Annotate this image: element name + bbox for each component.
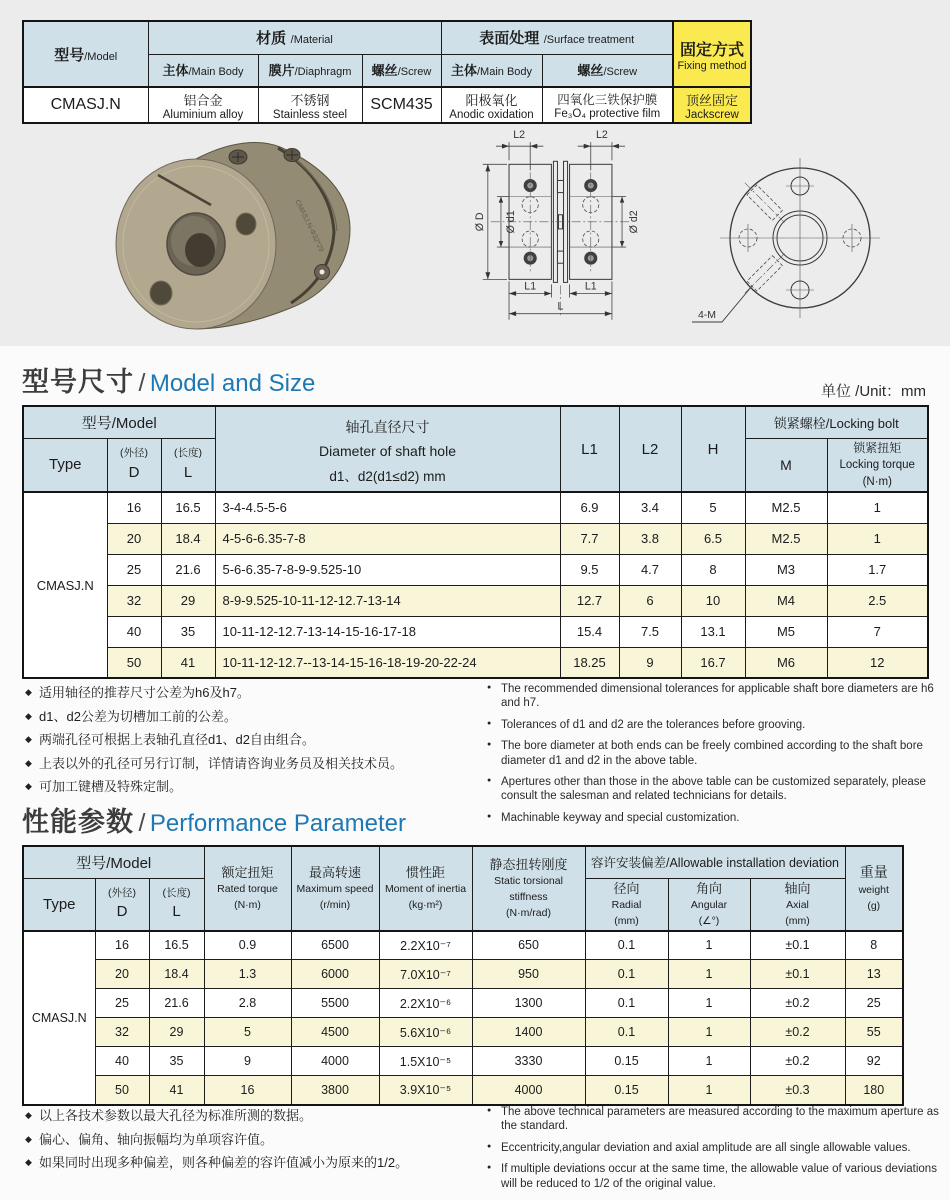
cell-l: 18.4 — [149, 960, 204, 989]
note-item: ● The bore diameter at both ends can be freely combined according to the shaft bore diameter d1 and d2 in the above table. — [487, 740, 923, 767]
dim-label-l1-left: L1 — [524, 280, 537, 293]
cell-torque: 2.5 — [827, 585, 928, 616]
cell-torque: 1 — [827, 492, 928, 523]
cell-speed: 5500 — [291, 989, 379, 1018]
spec-header-main-body: 主体/Main Body — [148, 54, 258, 87]
cell-holes: 3-4-4.5-5-6 — [215, 492, 560, 523]
cell-weight: 13 — [845, 960, 903, 989]
cell-h: 16.7 — [681, 647, 745, 678]
cell-l: 18.4 — [161, 523, 215, 554]
cell-axial: ±0.3 — [750, 1076, 845, 1105]
spec-diaphragm-value: 不锈钢 Stainless steel — [258, 87, 362, 123]
cell-torque: 1.3 — [204, 960, 291, 989]
cell-l1: 15.4 — [560, 616, 619, 647]
note-item: ◆ 适用轴径的推荐尺寸公差为h6及h7。 — [25, 685, 250, 700]
cell-weight: 55 — [845, 1018, 903, 1047]
cell-axial: ±0.2 — [750, 1018, 845, 1047]
spec-surface-main-value: 阳极氧化 Anodic oxidation — [441, 87, 542, 123]
note-item: ● Apertures other than those in the above table can be customized separately, please consult the salesman and related technicians for details. — [487, 775, 926, 803]
cell-speed: 4000 — [291, 1047, 379, 1076]
dim-label-dia-d2: Ø d2 — [628, 210, 641, 234]
cell-radial: 0.1 — [585, 931, 668, 960]
spec-fixing-value: 顶丝固定 Jackscrew — [673, 87, 751, 123]
cell-stiffness: 1400 — [472, 1018, 585, 1047]
perf-header-model-group: 型号/Model — [23, 846, 204, 878]
cell-l2: 3.8 — [619, 523, 681, 554]
cell-l: 41 — [161, 647, 215, 678]
cell-holes: 10-11-12-12.7--13-14-15-16-18-19-20-22-24 — [215, 647, 560, 678]
cell-l2: 6 — [619, 585, 681, 616]
note-item: ◆ d1、d2公差为切槽加工前的公差。 — [25, 708, 237, 724]
cell-torque: 7 — [827, 616, 928, 647]
cell-axial: ±0.2 — [750, 1047, 845, 1076]
cell-stiffness: 4000 — [472, 1076, 585, 1105]
cell-l1: 6.9 — [560, 492, 619, 523]
spec-main-body-value: 铝合金 Aluminium alloy — [148, 87, 258, 123]
cell-l: 16.5 — [161, 492, 215, 523]
cell-inertia: 5.6X10⁻⁶ — [379, 1018, 472, 1047]
cell-l1: 12.7 — [560, 585, 619, 616]
cell-torque: 5 — [204, 1018, 291, 1047]
cell-d: 25 — [95, 989, 149, 1018]
cell-speed: 6000 — [291, 960, 379, 989]
spec-screw-value: SCM435 — [362, 87, 441, 123]
cell-l2: 3.4 — [619, 492, 681, 523]
bullet-diamond-icon: ◆ — [25, 1133, 32, 1144]
perf-header-weight: 重量 weight (g) — [845, 846, 903, 931]
cell-stiffness: 3330 — [472, 1047, 585, 1076]
cell-m: M2.5 — [745, 492, 827, 523]
cell-weight: 8 — [845, 931, 903, 960]
bullet-dot-icon: ● — [487, 1142, 492, 1150]
size-row — [23, 492, 928, 523]
bullet-diamond-icon: ◆ — [25, 687, 32, 697]
side-section-drawing — [438, 128, 686, 350]
perf-header-d: (外径) D — [95, 878, 149, 931]
perf-model-cell: CMASJ.N — [23, 931, 95, 1105]
perf-header-stiffness: 静态扭转刚度 Static torsional stiffness (N·m/rad) — [472, 846, 585, 931]
bullet-diamond-icon: ◆ — [25, 781, 32, 792]
cell-l: 29 — [149, 1018, 204, 1047]
cell-h: 5 — [681, 492, 745, 523]
cell-m: M5 — [745, 616, 827, 647]
bullet-diamond-icon: ◆ — [25, 757, 32, 768]
perf-header-inertia: 惯性距 Moment of inertia (kg·m²) — [379, 846, 472, 931]
size-header-d: (外径) D — [107, 438, 161, 492]
cell-l: 21.6 — [161, 554, 215, 585]
bolt-callout-label: 4-M — [697, 309, 717, 321]
dim-label-l2-right: L2 — [595, 129, 608, 142]
cell-d: 16 — [107, 492, 161, 523]
bullet-dot-icon: ● — [487, 1107, 492, 1114]
cell-radial: 0.1 — [585, 1018, 668, 1047]
size-section-title: 型号尺寸 / Model and Size — [22, 367, 316, 397]
cell-l2: 7.5 — [619, 616, 681, 647]
product-photo — [108, 133, 358, 348]
cell-radial: 0.1 — [585, 989, 668, 1018]
cell-torque: 1.7 — [827, 554, 928, 585]
bullet-diamond-icon: ◆ — [25, 1110, 32, 1120]
cell-torque: 0.9 — [204, 931, 291, 960]
cell-holes: 5-6-6.35-7-8-9-9.525-10 — [215, 554, 560, 585]
cell-l1: 9.5 — [560, 554, 619, 585]
perf-row — [23, 989, 903, 1018]
note-item: ● Eccentricity,angular deviation and axial amplitude are all single allowable values. — [487, 1141, 911, 1154]
cell-stiffness: 950 — [472, 960, 585, 989]
perf-header-deviation-group: 容许安装偏差/Allowable installation deviation — [585, 846, 845, 878]
size-header-h: H — [681, 406, 745, 492]
cell-d: 40 — [107, 616, 161, 647]
cell-stiffness: 1300 — [472, 989, 585, 1018]
size-header-model-group: 型号/Model — [23, 406, 215, 438]
material-spec-table — [22, 20, 752, 124]
size-row — [23, 585, 928, 616]
cell-m: M4 — [745, 585, 827, 616]
bullet-dot-icon: ● — [487, 776, 492, 784]
cell-d: 20 — [95, 960, 149, 989]
perf-header-angular: 角向 Angular (∠°) — [668, 878, 750, 931]
spec-header-surface-main: 主体/Main Body — [441, 54, 542, 87]
perf-header-radial: 径向 Radial (mm) — [585, 878, 668, 931]
spec-header-diaphragm: 膜片/Diaphragm — [258, 54, 362, 87]
size-row — [23, 616, 928, 647]
spec-header-surface-screw: 螺丝/Screw — [542, 54, 673, 87]
cell-torque: 1 — [827, 523, 928, 554]
cell-speed: 3800 — [291, 1076, 379, 1105]
size-header-locking-group: 锁紧螺栓/Locking bolt — [745, 406, 928, 438]
cell-inertia: 2.2X10⁻⁷ — [379, 931, 472, 960]
size-header-l1: L1 — [560, 406, 619, 492]
cell-d: 50 — [107, 647, 161, 678]
note-item: ● The recommended dimensional tolerances for applicable shaft bore diameters are h6 and h7. — [487, 683, 934, 710]
cell-l: 41 — [149, 1076, 204, 1105]
bullet-dot-icon: ● — [487, 719, 492, 727]
cell-d: 16 — [95, 931, 149, 960]
cell-stiffness: 650 — [472, 931, 585, 960]
performance-notes-en — [487, 1105, 942, 1198]
cell-inertia: 2.2X10⁻⁶ — [379, 989, 472, 1018]
cell-torque: 16 — [204, 1076, 291, 1105]
bullet-diamond-icon: ◆ — [25, 1157, 32, 1168]
cell-holes: 4-5-6-6.35-7-8 — [215, 523, 560, 554]
product-engraving: CMASJ.N-Φ32*29 — [293, 198, 325, 254]
cell-torque: 2.8 — [204, 989, 291, 1018]
dim-label-l1-right: L1 — [584, 280, 597, 293]
spec-model-value: CMASJ.N — [23, 87, 148, 123]
cell-speed: 6500 — [291, 931, 379, 960]
note-item: ◆ 偏心、偏角、轴向振幅均为单项容许值。 — [25, 1131, 274, 1147]
dim-label-l2-left: L2 — [513, 129, 526, 142]
size-row — [23, 647, 928, 678]
spec-header-surface: 表面处理 /Surface treatment — [441, 21, 673, 54]
spec-header-model: 型号/Model — [23, 21, 148, 87]
spec-header-fixing: 固定方式 Fixing method — [673, 21, 751, 87]
cell-d: 50 — [95, 1076, 149, 1105]
cell-l1: 7.7 — [560, 523, 619, 554]
cell-speed: 4500 — [291, 1018, 379, 1047]
cell-torque: 12 — [827, 647, 928, 678]
cell-inertia: 1.5X10⁻⁵ — [379, 1047, 472, 1076]
size-header-torque: 锁紧扭矩 Locking torque (N·m) — [827, 438, 928, 492]
cell-l2: 9 — [619, 647, 681, 678]
cell-angular: 1 — [668, 1047, 750, 1076]
size-header-type: Type — [23, 438, 107, 492]
cell-d: 40 — [95, 1047, 149, 1076]
cell-weight: 25 — [845, 989, 903, 1018]
cell-h: 6.5 — [681, 523, 745, 554]
perf-header-l: (长度) L — [149, 878, 204, 931]
perf-row — [23, 931, 903, 960]
cell-d: 20 — [107, 523, 161, 554]
size-model-cell: CMASJ.N — [23, 492, 107, 678]
cell-m: M3 — [745, 554, 827, 585]
note-item: ● If multiple deviations occur at the same time, the allowable value of various deviations will be reduced to 1/2 of the original value. — [487, 1163, 937, 1190]
size-row — [23, 554, 928, 585]
cell-radial: 0.1 — [585, 960, 668, 989]
cell-l2: 4.7 — [619, 554, 681, 585]
size-notes-en — [487, 682, 937, 832]
cell-axial: ±0.1 — [750, 931, 845, 960]
cell-radial: 0.15 — [585, 1076, 668, 1105]
size-row — [23, 523, 928, 554]
note-item: ◆ 可加工键槽及特殊定制。 — [25, 779, 183, 795]
note-item: ◆ 上表以外的孔径可另行订制，详情请咨询业务员及相关技术员。 — [25, 755, 404, 771]
cell-radial: 0.15 — [585, 1047, 668, 1076]
note-item: ◆ 以上各技术参数以最大孔径为标准所测的数据。 — [25, 1108, 313, 1123]
cell-h: 10 — [681, 585, 745, 616]
cell-d: 25 — [107, 554, 161, 585]
bullet-dot-icon: ● — [487, 1164, 492, 1172]
cell-m: M2.5 — [745, 523, 827, 554]
size-notes-zh — [25, 684, 475, 802]
note-item: ◆ 如果同时出现多种偏差，则各种偏差的容许值减小为原来的1/2。 — [25, 1155, 409, 1171]
size-header-l2: L2 — [619, 406, 681, 492]
perf-header-rated-torque: 额定扭矩 Rated torque (N·m) — [204, 846, 291, 931]
cell-inertia: 3.9X10⁻⁵ — [379, 1076, 472, 1105]
perf-header-max-speed: 最高转速 Maximum speed (r/min) — [291, 846, 379, 931]
cell-angular: 1 — [668, 960, 750, 989]
bullet-dot-icon: ● — [487, 684, 492, 691]
cell-l1: 18.25 — [560, 647, 619, 678]
cell-holes: 10-11-12-12.7-13-14-15-16-17-18 — [215, 616, 560, 647]
cell-holes: 8-9-9.525-10-11-12-12.7-13-14 — [215, 585, 560, 616]
cell-h: 8 — [681, 554, 745, 585]
dim-label-l-total: L — [557, 300, 564, 313]
note-item: ◆ 两端孔径可根据上表轴孔直径d1、d2自由组合。 — [25, 732, 315, 748]
dim-label-dia-d1: Ø d1 — [505, 210, 518, 234]
cell-angular: 1 — [668, 931, 750, 960]
cell-inertia: 7.0X10⁻⁷ — [379, 960, 472, 989]
perf-header-axial: 轴向 Axial (mm) — [750, 878, 845, 931]
dim-label-dia-d: Ø D — [473, 212, 486, 232]
cell-weight: 92 — [845, 1047, 903, 1076]
note-item: ● Machinable keyway and special customization. — [487, 811, 740, 824]
cell-d: 32 — [95, 1018, 149, 1047]
cell-d: 32 — [107, 585, 161, 616]
cell-m: M6 — [745, 647, 827, 678]
size-header-l: (长度) L — [161, 438, 215, 492]
cell-l: 16.5 — [149, 931, 204, 960]
cell-torque: 9 — [204, 1047, 291, 1076]
cell-axial: ±0.2 — [750, 989, 845, 1018]
size-table — [22, 405, 929, 679]
performance-table — [22, 845, 904, 1106]
cell-h: 13.1 — [681, 616, 745, 647]
size-header-m: M — [745, 438, 827, 492]
cell-angular: 1 — [668, 989, 750, 1018]
bullet-dot-icon: ● — [487, 812, 492, 820]
bullet-diamond-icon: ◆ — [25, 710, 32, 721]
cell-l: 35 — [161, 616, 215, 647]
note-item: ● The above technical parameters are measured according to the maximum aperture as the standard. — [487, 1106, 939, 1133]
perf-row — [23, 960, 903, 989]
front-view-drawing — [682, 138, 932, 348]
cell-l: 21.6 — [149, 989, 204, 1018]
spec-surface-screw-value: 四氧化三铁保护膜 Fe₃O₄ protective film — [542, 87, 673, 123]
cell-axial: ±0.1 — [750, 960, 845, 989]
perf-row — [23, 1076, 903, 1105]
cell-l: 35 — [149, 1047, 204, 1076]
bullet-dot-icon: ● — [487, 741, 492, 749]
performance-notes-zh — [25, 1107, 475, 1178]
perf-header-type: Type — [23, 878, 95, 931]
cell-angular: 1 — [668, 1076, 750, 1105]
unit-label: 单位 /Unit：mm — [820, 383, 926, 400]
performance-section-title: 性能参数 / Performance Parameter — [22, 807, 406, 837]
cell-weight: 180 — [845, 1076, 903, 1105]
bullet-diamond-icon: ◆ — [25, 734, 32, 745]
note-item: ● Tolerances of d1 and d2 are the tolerances before grooving. — [487, 718, 806, 731]
cell-angular: 1 — [668, 1018, 750, 1047]
perf-row — [23, 1047, 903, 1076]
spec-header-material: 材质 /Material — [148, 21, 441, 54]
cell-l: 29 — [161, 585, 215, 616]
perf-row — [23, 1018, 903, 1047]
size-header-shaft-hole: 轴孔直径尺寸 Diameter of shaft hole d1、d2(d1≤d2) mm — [215, 406, 560, 492]
spec-header-screw: 螺丝/Screw — [362, 54, 441, 87]
